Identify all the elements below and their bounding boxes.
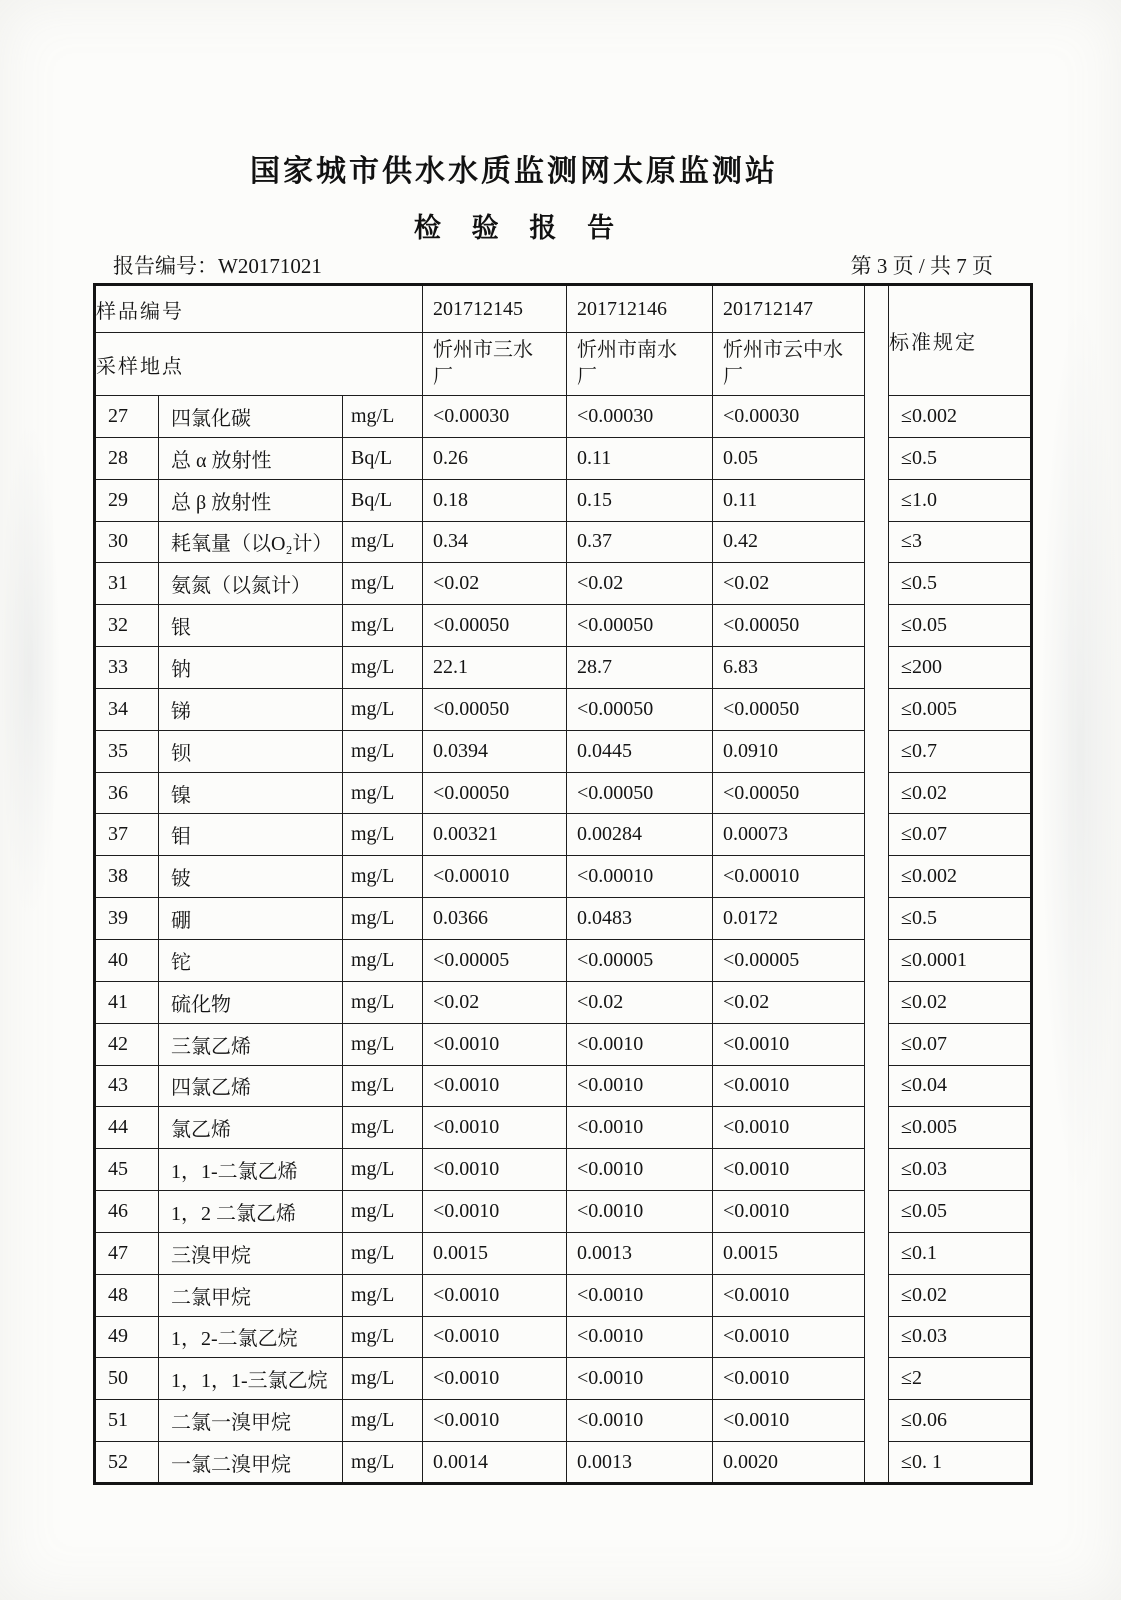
cell-v2: <0.0010 [567, 1274, 713, 1316]
cell-std: ≤0. 1 [889, 1442, 1032, 1484]
cell-v2: 28.7 [567, 647, 713, 689]
table-row [95, 1065, 1032, 1107]
cell-name: 氯乙烯 [159, 1107, 343, 1149]
cell-std: ≤0.005 [889, 1107, 1032, 1149]
cell-name: 二氯甲烷 [159, 1274, 343, 1316]
table-row [95, 521, 1032, 563]
cell-std: ≤0.05 [889, 605, 1032, 647]
cell-no: 41 [95, 981, 159, 1023]
cell-name: 钠 [159, 647, 343, 689]
cell-v3: <0.0010 [713, 1400, 865, 1442]
cell-v2: <0.02 [567, 981, 713, 1023]
cell-name: 一氯二溴甲烷 [159, 1442, 343, 1484]
results-table [93, 283, 1033, 1485]
cell-v3: 0.0020 [713, 1442, 865, 1484]
cell-v2: 0.11 [567, 437, 713, 479]
spacer-cell [865, 939, 889, 981]
page-indicator: 第 3 页 / 共 7 页 [850, 254, 993, 278]
cell-name: 钼 [159, 814, 343, 856]
cell-no: 48 [95, 1274, 159, 1316]
cell-unit: mg/L [343, 563, 423, 605]
cell-v3: 0.0015 [713, 1232, 865, 1274]
cell-v1: <0.00030 [423, 396, 567, 438]
cell-name: 1，2 二氯乙烯 [159, 1191, 343, 1233]
cell-no: 44 [95, 1107, 159, 1149]
cell-no: 30 [95, 521, 159, 563]
table-row [95, 1358, 1032, 1400]
cell-no: 42 [95, 1023, 159, 1065]
cell-std: ≤0.02 [889, 981, 1032, 1023]
report-number-value: W20171021 [218, 254, 322, 278]
cell-v2: <0.0010 [567, 1065, 713, 1107]
cell-v1: 0.00321 [423, 814, 567, 856]
location-3: 忻州市云中水厂 [713, 333, 865, 396]
cell-v2: <0.0010 [567, 1023, 713, 1065]
spacer-cell [865, 730, 889, 772]
location-label: 采样地点 [95, 333, 423, 396]
cell-std: ≤1.0 [889, 479, 1032, 521]
spacer-cell [865, 1274, 889, 1316]
cell-v3: <0.0010 [713, 1107, 865, 1149]
cell-v3: <0.00005 [713, 939, 865, 981]
sample-id-3: 201712147 [713, 285, 865, 333]
cell-v1: <0.0010 [423, 1149, 567, 1191]
cell-std: ≤0.03 [889, 1316, 1032, 1358]
cell-v3: <0.00030 [713, 396, 865, 438]
cell-v2: <0.00050 [567, 772, 713, 814]
location-1: 忻州市三水厂 [423, 333, 567, 396]
cell-v1: <0.0010 [423, 1400, 567, 1442]
cell-unit: mg/L [343, 898, 423, 940]
cell-v3: <0.00010 [713, 856, 865, 898]
spacer-cell [865, 1400, 889, 1442]
sample-id-2: 201712146 [567, 285, 713, 333]
cell-v3: <0.02 [713, 981, 865, 1023]
cell-name: 硫化物 [159, 981, 343, 1023]
table-row [95, 605, 1032, 647]
cell-name: 二氯一溴甲烷 [159, 1400, 343, 1442]
cell-std: ≤3 [889, 521, 1032, 563]
report-number [113, 250, 322, 280]
cell-v1: <0.02 [423, 563, 567, 605]
cell-v3: <0.00050 [713, 605, 865, 647]
cell-v3: 0.11 [713, 479, 865, 521]
cell-name: 硼 [159, 898, 343, 940]
cell-v3: 0.42 [713, 521, 865, 563]
table-row [95, 1400, 1032, 1442]
spacer-cell [865, 772, 889, 814]
spacer-column [865, 285, 889, 396]
header-row-sample-id [95, 285, 1032, 333]
cell-std: ≤0.04 [889, 1065, 1032, 1107]
results-tbody [95, 396, 1032, 1484]
table-row [95, 647, 1032, 689]
cell-unit: mg/L [343, 396, 423, 438]
cell-v3: 6.83 [713, 647, 865, 689]
cell-name: 钡 [159, 730, 343, 772]
cell-no: 49 [95, 1316, 159, 1358]
table-row [95, 981, 1032, 1023]
cell-v3: <0.0010 [713, 1149, 865, 1191]
cell-v1: <0.0010 [423, 1191, 567, 1233]
spacer-cell [865, 1232, 889, 1274]
cell-v2: <0.00005 [567, 939, 713, 981]
cell-v3: <0.0010 [713, 1316, 865, 1358]
cell-name: 四氯化碳 [159, 396, 343, 438]
cell-v2: 0.0013 [567, 1442, 713, 1484]
cell-name: 镍 [159, 772, 343, 814]
table-row [95, 814, 1032, 856]
cell-v3: <0.0010 [713, 1191, 865, 1233]
cell-unit: mg/L [343, 1274, 423, 1316]
cell-name: 铍 [159, 856, 343, 898]
cell-no: 52 [95, 1442, 159, 1484]
cell-unit: mg/L [343, 856, 423, 898]
sample-id-label: 样品编号 [95, 285, 423, 333]
cell-unit: Bq/L [343, 437, 423, 479]
cell-v3: <0.0010 [713, 1023, 865, 1065]
spacer-cell [865, 1442, 889, 1484]
spacer-cell [865, 521, 889, 563]
cell-v2: 0.0483 [567, 898, 713, 940]
table-row [95, 396, 1032, 438]
cell-std: ≤0.1 [889, 1232, 1032, 1274]
table-row [95, 898, 1032, 940]
cell-v1: <0.00050 [423, 605, 567, 647]
spacer-cell [865, 1023, 889, 1065]
cell-v2: 0.15 [567, 479, 713, 521]
cell-v1: <0.0010 [423, 1274, 567, 1316]
cell-v1: 22.1 [423, 647, 567, 689]
cell-no: 31 [95, 563, 159, 605]
spacer-cell [865, 856, 889, 898]
cell-v3: 0.0910 [713, 730, 865, 772]
cell-no: 33 [95, 647, 159, 689]
table-row [95, 1191, 1032, 1233]
cell-v2: <0.0010 [567, 1107, 713, 1149]
spacer-cell [865, 688, 889, 730]
cell-name: 总 α 放射性 [159, 437, 343, 479]
cell-no: 45 [95, 1149, 159, 1191]
cell-v1: 0.0015 [423, 1232, 567, 1274]
cell-v2: <0.0010 [567, 1400, 713, 1442]
spacer-cell [865, 647, 889, 689]
cell-unit: mg/L [343, 1400, 423, 1442]
spacer-cell [865, 396, 889, 438]
cell-std: ≤0.02 [889, 772, 1032, 814]
cell-v1: <0.0010 [423, 1316, 567, 1358]
table-row [95, 1442, 1032, 1484]
cell-v2: <0.02 [567, 563, 713, 605]
cell-v2: <0.00050 [567, 605, 713, 647]
cell-no: 28 [95, 437, 159, 479]
cell-std: ≤0.7 [889, 730, 1032, 772]
cell-v3: 0.05 [713, 437, 865, 479]
cell-v3: <0.0010 [713, 1065, 865, 1107]
cell-unit: mg/L [343, 1023, 423, 1065]
cell-name: 1，2-二氯乙烷 [159, 1316, 343, 1358]
cell-no: 34 [95, 688, 159, 730]
cell-v1: 0.34 [423, 521, 567, 563]
table-row [95, 1023, 1032, 1065]
cell-std: ≤0.0001 [889, 939, 1032, 981]
cell-v1: 0.18 [423, 479, 567, 521]
cell-name: 银 [159, 605, 343, 647]
cell-no: 29 [95, 479, 159, 521]
cell-v2: 0.0013 [567, 1232, 713, 1274]
cell-v1: 0.0366 [423, 898, 567, 940]
cell-std: ≤0.07 [889, 1023, 1032, 1065]
spacer-cell [865, 814, 889, 856]
cell-unit: mg/L [343, 730, 423, 772]
scan-smudge [1040, 300, 1120, 1200]
cell-no: 35 [95, 730, 159, 772]
cell-v2: 0.0445 [567, 730, 713, 772]
table-row [95, 856, 1032, 898]
cell-std: ≤0.005 [889, 688, 1032, 730]
spacer-cell [865, 1065, 889, 1107]
cell-unit: mg/L [343, 814, 423, 856]
cell-unit: mg/L [343, 939, 423, 981]
cell-unit: mg/L [343, 1191, 423, 1233]
cell-std: ≤0.07 [889, 814, 1032, 856]
cell-name: 锑 [159, 688, 343, 730]
cell-v3: <0.00050 [713, 772, 865, 814]
cell-name: 四氯乙烯 [159, 1065, 343, 1107]
cell-name: 总 β 放射性 [159, 479, 343, 521]
table-row [95, 730, 1032, 772]
cell-std: ≤0.5 [889, 563, 1032, 605]
cell-v3: <0.0010 [713, 1274, 865, 1316]
cell-no: 39 [95, 898, 159, 940]
cell-std: ≤0.5 [889, 437, 1032, 479]
document-title: 国家城市供水水质监测网太原监测站 [250, 155, 778, 188]
cell-std: ≤0.05 [889, 1191, 1032, 1233]
table-row [95, 688, 1032, 730]
cell-unit: mg/L [343, 772, 423, 814]
cell-name: 1，1-二氯乙烯 [159, 1149, 343, 1191]
spacer-cell [865, 1358, 889, 1400]
table-row [95, 1232, 1032, 1274]
cell-no: 37 [95, 814, 159, 856]
cell-v1: 0.26 [423, 437, 567, 479]
table-row [95, 437, 1032, 479]
cell-std: ≤0.02 [889, 1274, 1032, 1316]
cell-v3: 0.0172 [713, 898, 865, 940]
cell-no: 40 [95, 939, 159, 981]
report-subtitle: 检 验 报 告 [413, 213, 627, 243]
cell-v2: 0.37 [567, 521, 713, 563]
report-meta [113, 250, 993, 280]
cell-v2: 0.00284 [567, 814, 713, 856]
cell-std: ≤0.5 [889, 898, 1032, 940]
cell-v2: <0.0010 [567, 1316, 713, 1358]
cell-v1: 0.0394 [423, 730, 567, 772]
cell-v2: <0.00030 [567, 396, 713, 438]
table-row [95, 1316, 1032, 1358]
cell-unit: mg/L [343, 647, 423, 689]
cell-no: 51 [95, 1400, 159, 1442]
cell-no: 43 [95, 1065, 159, 1107]
cell-unit: mg/L [343, 1358, 423, 1400]
table-row [95, 1107, 1032, 1149]
cell-v1: <0.0010 [423, 1065, 567, 1107]
cell-unit: mg/L [343, 1232, 423, 1274]
cell-unit: mg/L [343, 1107, 423, 1149]
cell-no: 27 [95, 396, 159, 438]
cell-v2: <0.00050 [567, 688, 713, 730]
cell-v1: <0.0010 [423, 1023, 567, 1065]
table-row [95, 563, 1032, 605]
sample-id-1: 201712145 [423, 285, 567, 333]
cell-unit: mg/L [343, 688, 423, 730]
cell-std: ≤0.03 [889, 1149, 1032, 1191]
cell-unit: mg/L [343, 521, 423, 563]
cell-v3: <0.00050 [713, 688, 865, 730]
cell-no: 38 [95, 856, 159, 898]
spacer-cell [865, 1107, 889, 1149]
spacer-cell [865, 563, 889, 605]
cell-unit: mg/L [343, 981, 423, 1023]
spacer-cell [865, 898, 889, 940]
cell-v2: <0.00010 [567, 856, 713, 898]
cell-name: 氨氮（以氮计） [159, 563, 343, 605]
cell-v1: <0.0010 [423, 1107, 567, 1149]
table-row [95, 939, 1032, 981]
cell-name: 耗氧量（以O₂计） [159, 521, 343, 563]
spacer-cell [865, 1316, 889, 1358]
spacer-cell [865, 981, 889, 1023]
cell-v1: <0.00050 [423, 688, 567, 730]
scan-smudge [0, 420, 60, 920]
cell-no: 47 [95, 1232, 159, 1274]
cell-no: 36 [95, 772, 159, 814]
cell-v2: <0.0010 [567, 1358, 713, 1400]
standard-label: 标准规定 [889, 285, 1032, 396]
cell-v3: 0.00073 [713, 814, 865, 856]
cell-std: ≤0.06 [889, 1400, 1032, 1442]
spacer-cell [865, 479, 889, 521]
table-row [95, 1149, 1032, 1191]
cell-name: 三氯乙烯 [159, 1023, 343, 1065]
cell-v1: <0.0010 [423, 1358, 567, 1400]
cell-v3: <0.0010 [713, 1358, 865, 1400]
cell-unit: mg/L [343, 1149, 423, 1191]
cell-unit: Bq/L [343, 479, 423, 521]
cell-unit: mg/L [343, 1442, 423, 1484]
cell-name: 三溴甲烷 [159, 1232, 343, 1274]
cell-std: ≤2 [889, 1358, 1032, 1400]
cell-std: ≤0.002 [889, 856, 1032, 898]
cell-name: 1，1，1-三氯乙烷 [159, 1358, 343, 1400]
spacer-cell [865, 1149, 889, 1191]
report-number-label: 报告编号： [113, 254, 218, 278]
cell-unit: mg/L [343, 1065, 423, 1107]
cell-v3: <0.02 [713, 563, 865, 605]
cell-std: ≤0.002 [889, 396, 1032, 438]
cell-std: ≤200 [889, 647, 1032, 689]
cell-no: 46 [95, 1191, 159, 1233]
spacer-cell [865, 437, 889, 479]
cell-unit: mg/L [343, 1316, 423, 1358]
cell-v1: <0.00010 [423, 856, 567, 898]
spacer-cell [865, 1191, 889, 1233]
cell-unit: mg/L [343, 605, 423, 647]
cell-no: 50 [95, 1358, 159, 1400]
table-row [95, 772, 1032, 814]
location-2: 忻州市南水厂 [567, 333, 713, 396]
cell-v1: <0.02 [423, 981, 567, 1023]
cell-v2: <0.0010 [567, 1149, 713, 1191]
cell-v1: <0.00050 [423, 772, 567, 814]
table-row [95, 1274, 1032, 1316]
cell-name: 铊 [159, 939, 343, 981]
table-row [95, 479, 1032, 521]
cell-v2: <0.0010 [567, 1191, 713, 1233]
cell-v1: 0.0014 [423, 1442, 567, 1484]
cell-no: 32 [95, 605, 159, 647]
spacer-cell [865, 605, 889, 647]
cell-v1: <0.00005 [423, 939, 567, 981]
